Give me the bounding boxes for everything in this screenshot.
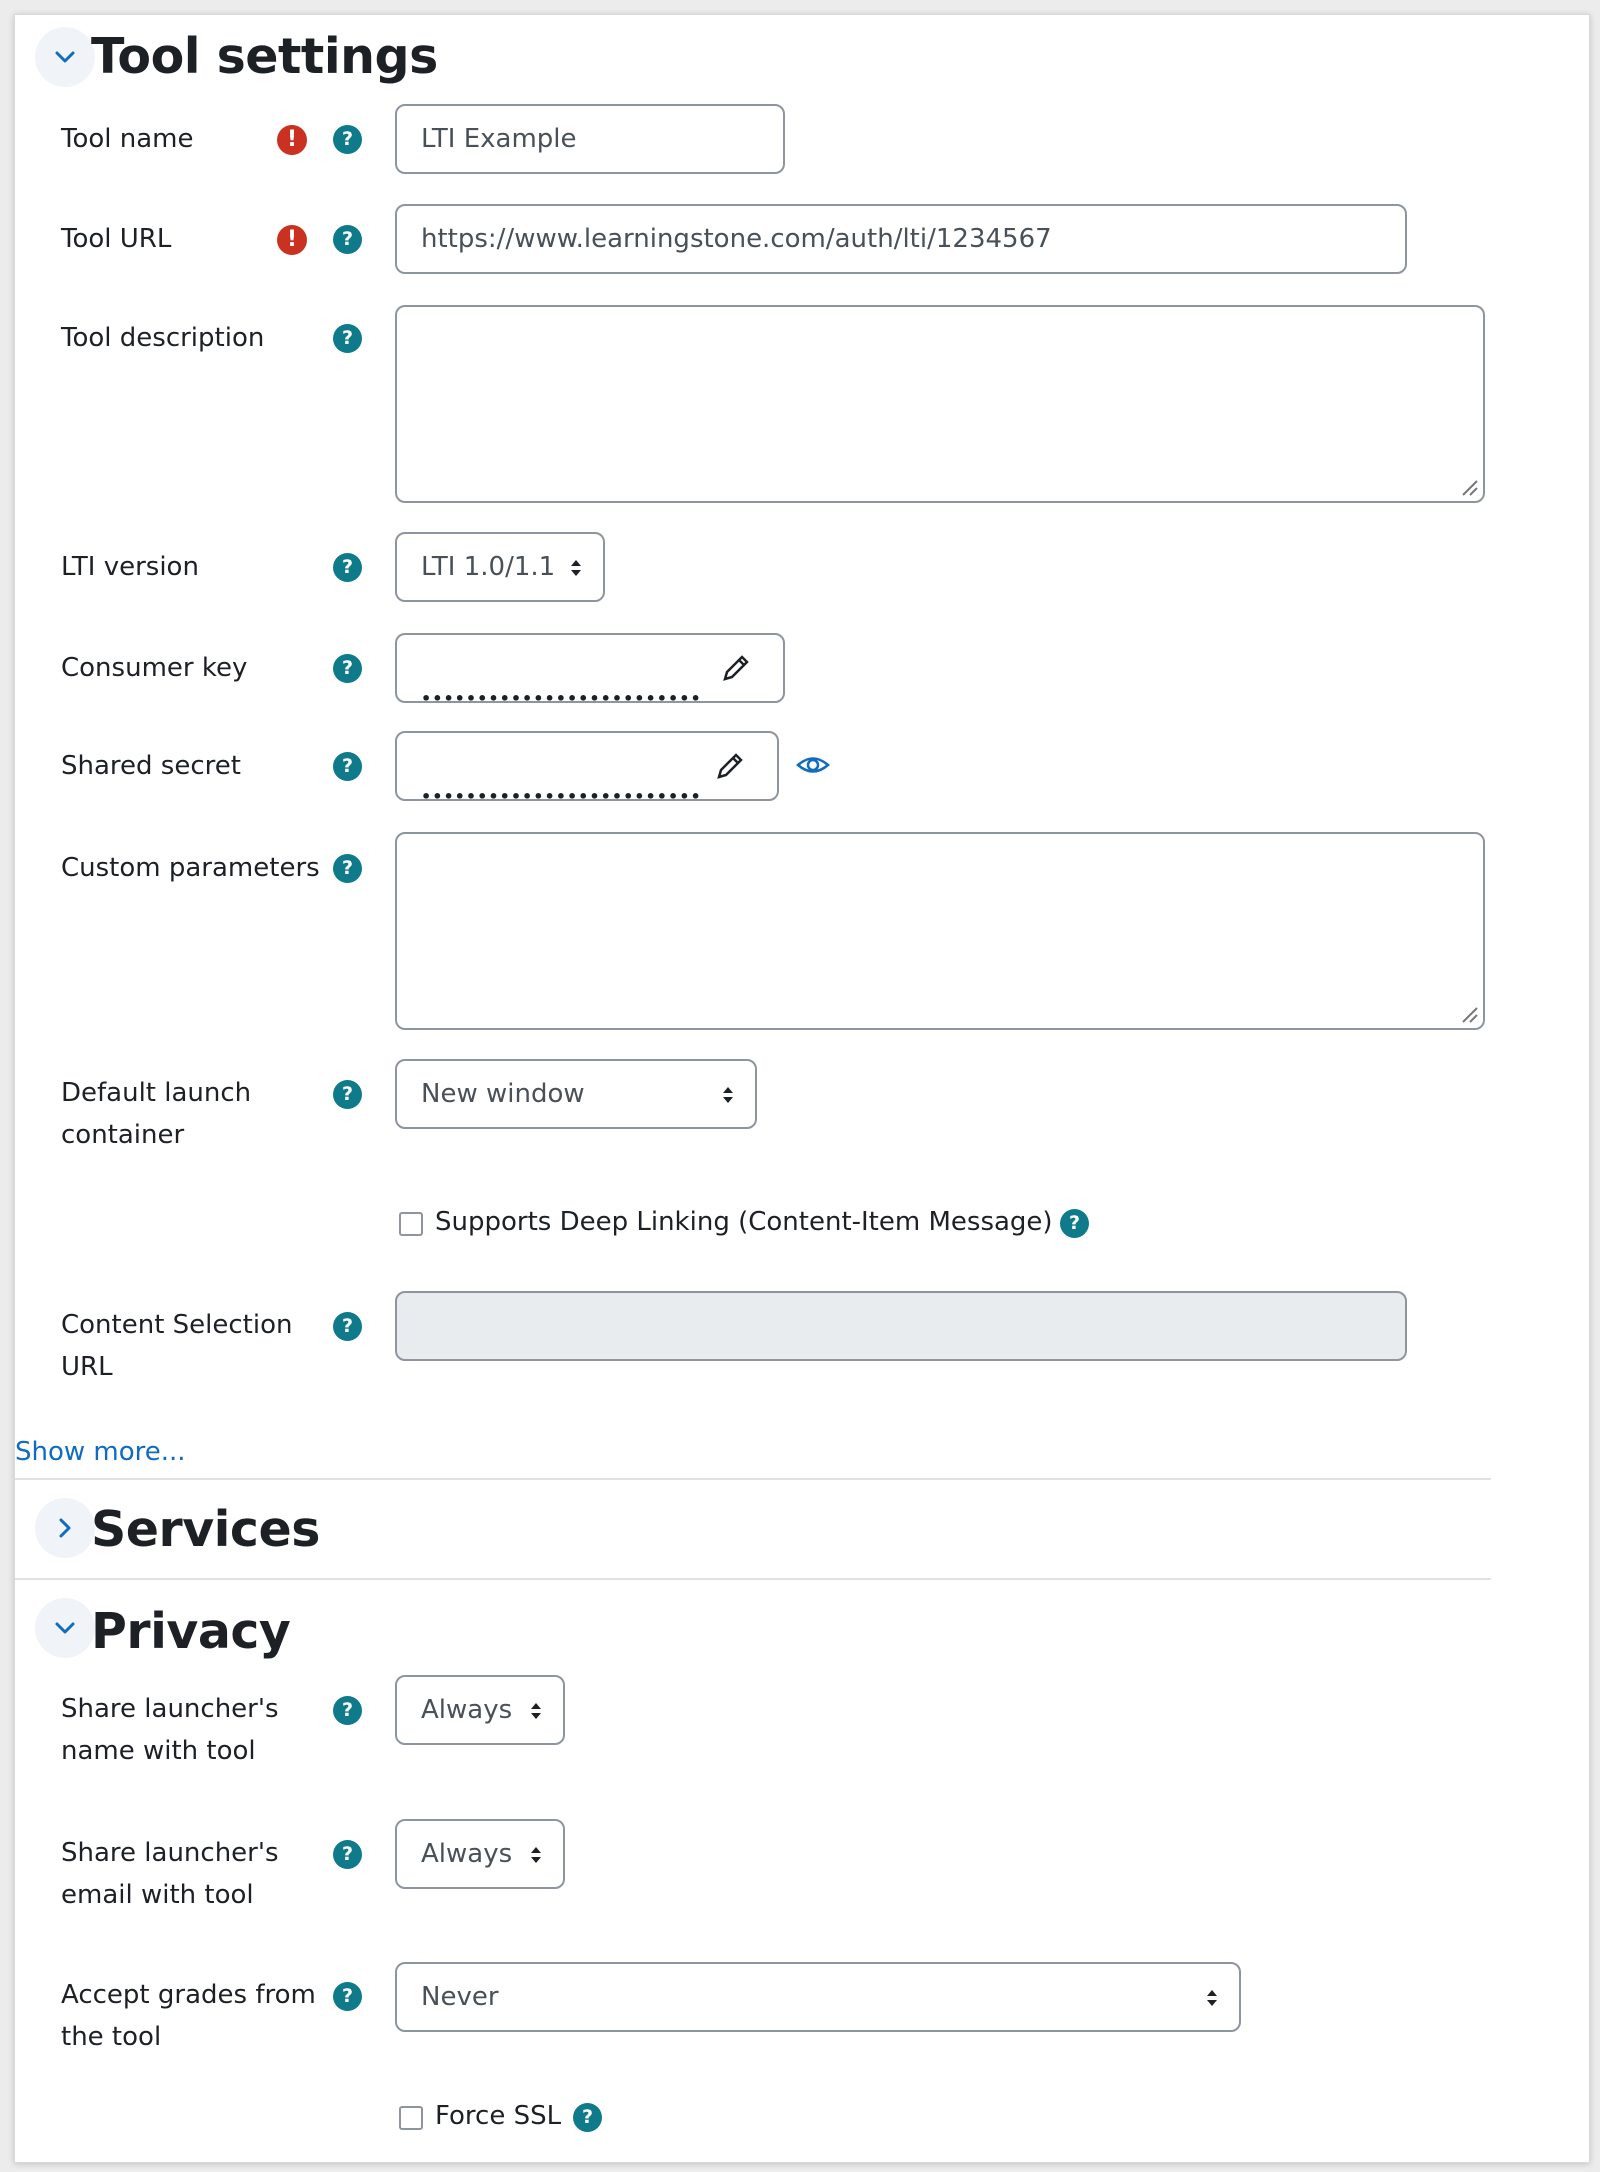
share-email-select[interactable] [395,1819,565,1889]
resize-grip-icon[interactable] [1457,475,1479,497]
label-line: Share launcher's [61,1694,279,1724]
tool-url-label: Tool URL [61,224,172,254]
custom-parameters-label: Custom parameters [61,853,320,883]
lti-version-select[interactable] [395,532,605,602]
tool-name-label: Tool name [61,124,194,154]
label-line: Default launch [61,1078,252,1108]
consumer-key-label: Consumer key [61,653,248,683]
chevron-right-icon [50,1513,80,1543]
help-icon[interactable]: ? [333,854,362,883]
custom-parameters-textarea[interactable] [395,832,1485,1030]
lti-version-label: LTI version [61,552,199,582]
show-more-link[interactable]: Show more... [15,1437,186,1467]
section-divider [15,1478,1491,1480]
label-line: Accept grades from [61,1980,316,2010]
consumer-key-field[interactable] [395,633,785,703]
force-ssl-label[interactable]: Force SSL [435,2101,562,2131]
help-icon[interactable]: ? [333,1840,362,1869]
help-icon[interactable]: ? [333,553,362,582]
label-line: URL [61,1352,113,1382]
chevron-down-icon [50,1613,80,1643]
help-icon[interactable]: ? [1060,1209,1089,1238]
tool-settings-collapse-toggle[interactable] [35,27,95,87]
help-icon[interactable]: ? [333,752,362,781]
edit-pencil-icon[interactable] [719,651,753,685]
label-line: Content Selection [61,1310,293,1340]
tool-name-input[interactable]: LTI Example [395,104,785,174]
services-expand-toggle[interactable] [35,1498,95,1558]
default-launch-container-select[interactable] [395,1059,757,1129]
help-icon[interactable]: ? [333,1982,362,2011]
label-line: email with tool [61,1880,254,1910]
force-ssl-checkbox[interactable] [399,2106,423,2130]
privacy-collapse-toggle[interactable] [35,1598,95,1658]
section-title-tool-settings: Tool settings [91,28,438,85]
tool-description-textarea[interactable] [395,305,1485,503]
select-caret-icon [1205,1986,1219,2010]
required-icon: ! [277,225,307,255]
section-title-privacy: Privacy [91,1603,291,1660]
section-title-services: Services [91,1501,320,1558]
shared-secret-field[interactable] [395,731,779,801]
tool-url-input[interactable]: https://www.learningstone.com/auth/lti/1234567 [395,204,1407,274]
share-email-label [61,1832,279,1916]
select-caret-icon [529,1699,543,1723]
label-line: the tool [61,2022,162,2052]
edit-pencil-icon[interactable] [713,749,747,783]
deep-linking-label[interactable]: Supports Deep Linking (Content-Item Message) [435,1207,1053,1237]
resize-grip-icon[interactable] [1457,1002,1479,1024]
share-name-value: Always [421,1695,513,1725]
share-email-value: Always [421,1839,513,1869]
shared-secret-masked-value: ••••••••••••••••••••••••• [421,787,702,801]
default-launch-container-label [61,1072,251,1156]
share-name-label [61,1688,279,1772]
accept-grades-label [61,1974,316,2058]
deep-linking-checkbox[interactable] [399,1212,423,1236]
select-caret-icon [529,1843,543,1867]
label-line: name with tool [61,1736,256,1766]
content-selection-url-input [395,1291,1407,1361]
help-icon[interactable]: ? [333,1080,362,1109]
accept-grades-select[interactable] [395,1962,1241,2032]
select-caret-icon [569,556,583,580]
help-icon[interactable]: ? [333,1696,362,1725]
chevron-down-icon [50,42,80,72]
content-selection-url-label [61,1304,293,1388]
help-icon[interactable]: ? [573,2103,602,2132]
accept-grades-value: Never [421,1982,499,2012]
reveal-eye-icon[interactable] [795,747,831,783]
lti-version-value: LTI 1.0/1.1 [421,552,556,582]
default-launch-container-value: New window [421,1079,585,1109]
section-divider [15,1578,1491,1580]
select-caret-icon [721,1083,735,1107]
help-icon[interactable]: ? [333,654,362,683]
form-frame [14,14,1590,2163]
shared-secret-label: Shared secret [61,751,241,781]
help-icon[interactable]: ? [333,125,362,154]
consumer-key-masked-value: ••••••••••••••••••••••••• [421,689,702,703]
label-line: Share launcher's [61,1838,279,1868]
label-line: container [61,1120,185,1150]
help-icon[interactable]: ? [333,1312,362,1341]
share-name-select[interactable] [395,1675,565,1745]
help-icon[interactable]: ? [333,324,362,353]
help-icon[interactable]: ? [333,225,362,254]
tool-description-label: Tool description [61,323,265,353]
required-icon: ! [277,125,307,155]
